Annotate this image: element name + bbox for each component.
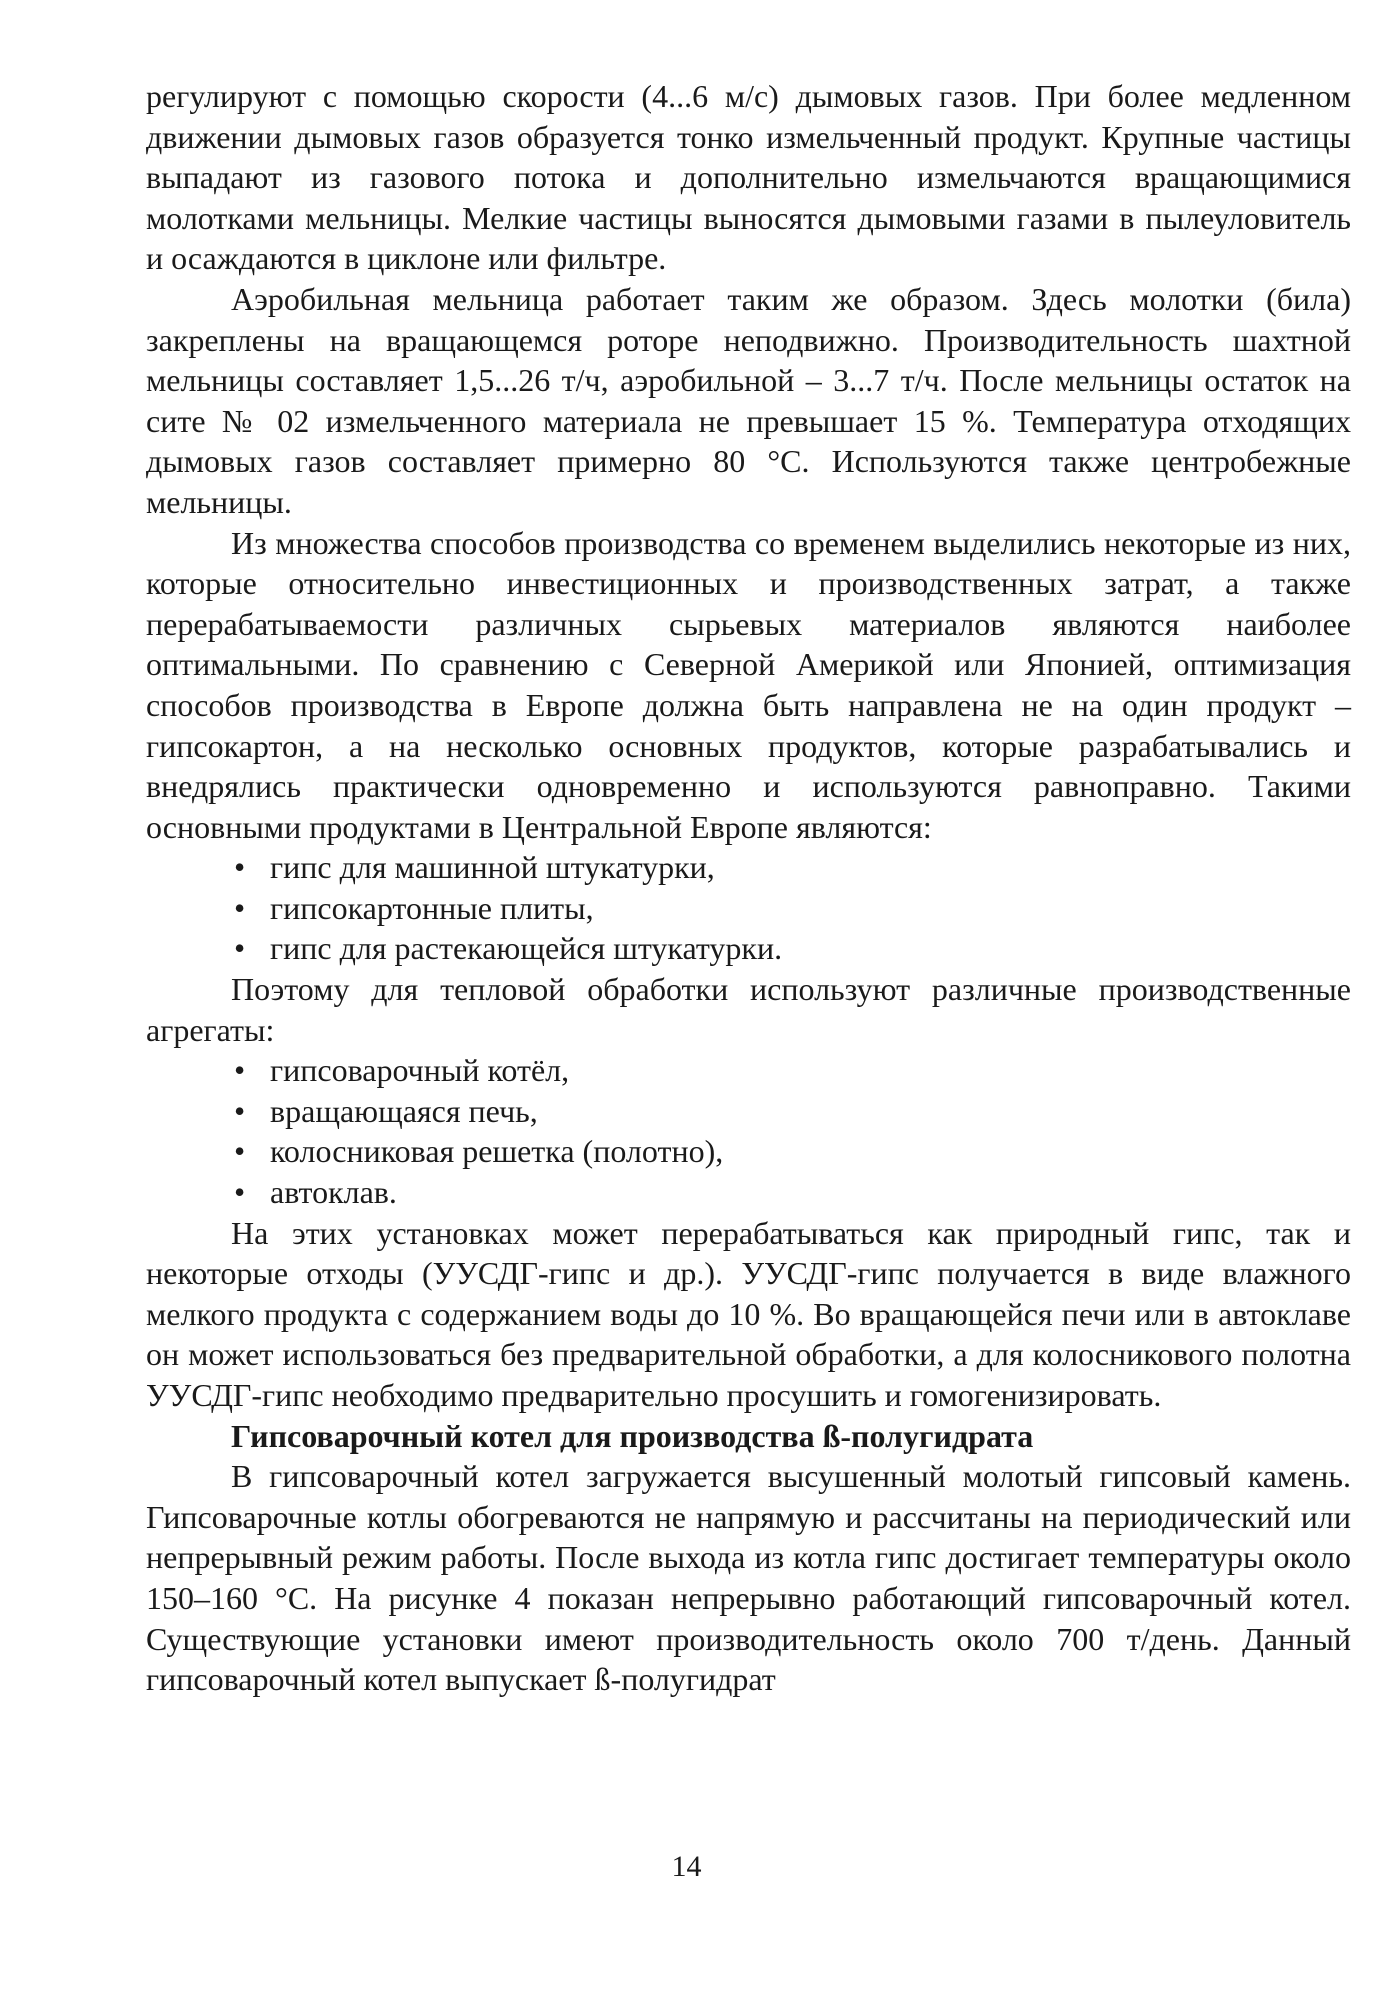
page-body <box>146 76 1351 1700</box>
list-item <box>234 1091 1351 1132</box>
list-item-text: вращающаяся печь, <box>270 1092 538 1129</box>
list-item-text: гипсокартонные плиты, <box>270 889 594 926</box>
page-number: 14 <box>671 1850 702 1883</box>
bullet-icon: • <box>234 1092 246 1129</box>
list-item <box>234 888 1351 929</box>
paragraph-gypsum-kettle: В гипсоварочный котел загружается высушенный молотый гипсовый камень. Гипсоварочные котлы обогреваются не напрямую и рассчитаны на периодический или непрерывный режим работы. После выхода из котла гипс достигает температуры около 150–160 °C. На рисунке 4 показан непрерывно работающий гипсоварочный котел. Существующие установки имеют производительность около 700 т/день. Данный гипсоварочный котел выпускает ß-полугидрат <box>146 1458 1351 1698</box>
bullet-icon: • <box>234 1052 246 1089</box>
paragraph-aerobil-mill: Аэробильная мельница работает таким же образом. Здесь молотки (била) закреплены на вращающемся роторе неподвижно. Производительность шахтной мельницы составляет 1,5...26 т/ч, аэробильной – 3...7 т/ч. После мельницы остаток на сите № 02 измельченного материала не превышает 15 %. Температура отходящих дымовых газов составляет примерно 80 °C. Используются также центробежные мельницы. <box>146 280 1351 520</box>
bullet-icon: • <box>234 849 246 886</box>
list-item-text: гипс для машинной штукатурки, <box>270 849 715 886</box>
paragraph-gypsum-processing: На этих установках может перерабатываться как природный гипс, так и некоторые отходы (УУСДГ-гипс и др.). УУСДГ-гипс получается в виде влажного мелкого продукта с содержанием воды до 10 %. Во вращающейся печи или в автоклаве он может использоваться без предварительной обработки, а для колосникового полотна УУСДГ-гипс необходимо предварительно просушить и гомогенизировать. <box>146 1214 1351 1413</box>
units-list <box>146 1050 1351 1212</box>
bullet-icon: • <box>234 889 246 926</box>
list-item-text: колосниковая решетка (полотно), <box>270 1133 724 1170</box>
paragraph-intro: регулируют с помощью скорости (4...6 м/с) дымовых газов. При более медленном движении дымовых газов образуется тонко измельченный продукт. Крупные частицы выпадают из газового потока и дополнительно измельчаются вращающимися молотками мельницы. Мелкие частицы выносятся дымовыми газами в пылеуловитель и осаждаются в циклоне или фильтре. <box>146 78 1351 277</box>
list-item <box>234 1050 1351 1091</box>
list-item-text: автоклав. <box>270 1174 397 1211</box>
bullet-icon: • <box>234 1174 246 1211</box>
paragraph-thermal-units: Поэтому для тепловой обработки используют различные производственные агрегаты: <box>146 971 1351 1048</box>
list-item-text: гипс для растекающейся штукатурки. <box>270 930 783 967</box>
list-item <box>234 928 1351 969</box>
bullet-icon: • <box>234 930 246 967</box>
list-item <box>234 847 1351 888</box>
list-item <box>234 1172 1351 1213</box>
list-item <box>234 1131 1351 1172</box>
list-item-text: гипсоварочный котёл, <box>270 1052 570 1089</box>
paragraph-production-methods: Из множества способов производства со временем выделились некоторые из них, которые относительно инвестиционных и производственных затрат, а также перерабатываемости различных сырьевых материалов являются наиболее оптимальными. По сравнению с Северной Америкой или Японией, оптимизация способов производства в Европе должна быть направлена не на один продукт – гипсокартон, а на несколько основных продуктов, которые разрабатывались и внедрялись практически одновременно и используются равноправно. Такими основными продуктами в Центральной Европе являются: <box>146 524 1351 845</box>
products-list <box>146 847 1351 969</box>
section-heading: Гипсоварочный котел для производства ß-полугидрата <box>231 1417 1034 1454</box>
bullet-icon: • <box>234 1133 246 1170</box>
